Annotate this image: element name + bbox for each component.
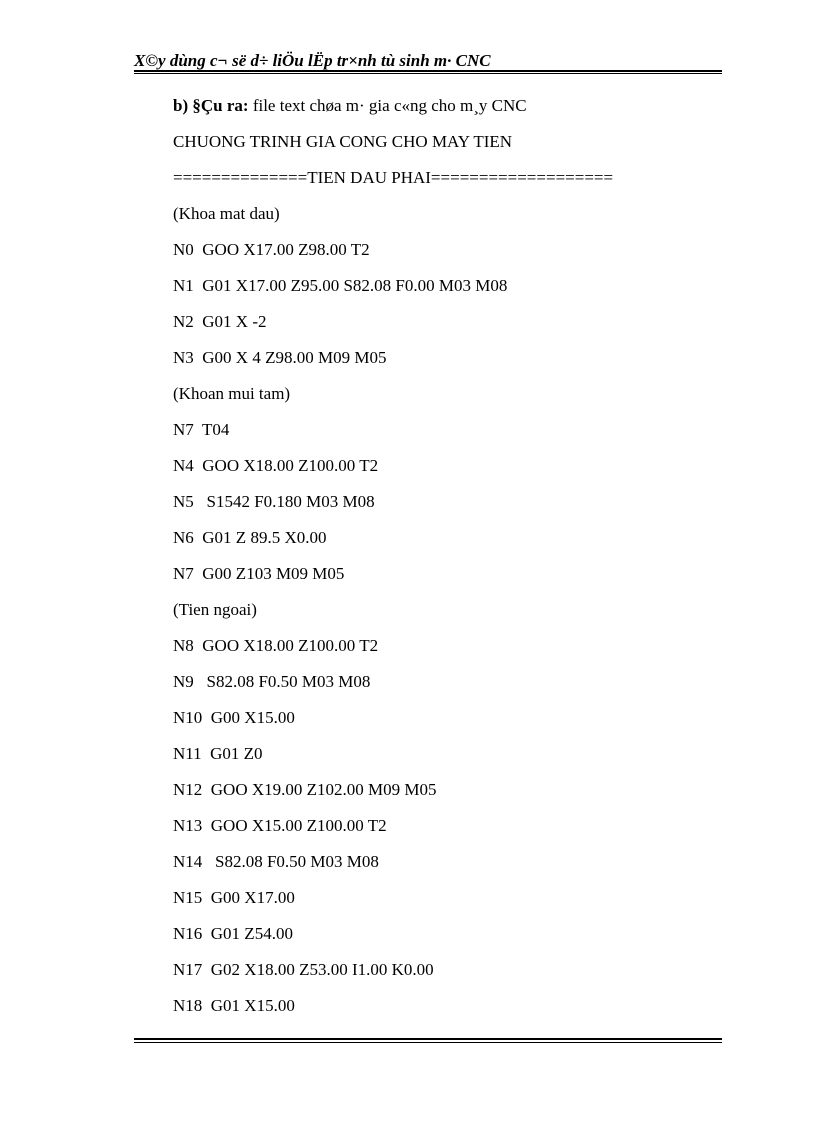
code-line: N13 GOO X15.00 Z100.00 T2 bbox=[173, 816, 387, 835]
code-line: (Khoa mat dau) bbox=[173, 204, 280, 223]
code-line: N16 G01 Z54.00 bbox=[173, 924, 293, 943]
code-line: N5 S1542 F0.180 M03 M08 bbox=[173, 492, 375, 511]
code-line: N9 S82.08 F0.50 M03 M08 bbox=[173, 672, 371, 691]
code-line: N3 G00 X 4 Z98.00 M09 M05 bbox=[173, 348, 387, 367]
code-line: N0 GOO X17.00 Z98.00 T2 bbox=[173, 240, 370, 259]
code-line: ==============TIEN DAU PHAI=================== bbox=[173, 168, 614, 187]
code-line: N10 G00 X15.00 bbox=[173, 708, 295, 727]
code-line: N4 GOO X18.00 Z100.00 T2 bbox=[173, 456, 379, 475]
code-line: N15 G00 X17.00 bbox=[173, 888, 295, 907]
code-line: N7 T04 bbox=[173, 420, 230, 439]
code-line: N7 G00 Z103 M09 M05 bbox=[173, 564, 345, 583]
page-header-title: X©y dùng c¬ së d÷ liÖu lËp tr×nh tù sinh m· CNC bbox=[134, 51, 491, 70]
code-line: N6 G01 Z 89.5 X0.00 bbox=[173, 528, 327, 547]
section-description: file text chøa m· gia c«ng cho m¸y CNC bbox=[248, 96, 527, 115]
code-line: N2 G01 X -2 bbox=[173, 312, 267, 331]
header-divider bbox=[134, 70, 722, 74]
code-line: N14 S82.08 F0.50 M03 M08 bbox=[173, 852, 379, 871]
code-line: N17 G02 X18.00 Z53.00 I1.00 K0.00 bbox=[173, 960, 434, 979]
code-line: N1 G01 X17.00 Z95.00 S82.08 F0.00 M03 M08 bbox=[173, 276, 508, 295]
footer-divider bbox=[134, 1038, 722, 1043]
section-label: b) §Çu ra: bbox=[173, 96, 249, 115]
code-line: N11 G01 Z0 bbox=[173, 744, 263, 763]
code-line: N18 G01 X15.00 bbox=[173, 996, 295, 1015]
code-line: N8 GOO X18.00 Z100.00 T2 bbox=[173, 636, 379, 655]
section-heading bbox=[173, 92, 733, 128]
code-line: (Tien ngoai) bbox=[173, 600, 257, 619]
code-line: (Khoan mui tam) bbox=[173, 384, 291, 403]
document-body bbox=[173, 92, 733, 1028]
code-line: N12 GOO X19.00 Z102.00 M09 M05 bbox=[173, 780, 437, 799]
code-line: CHUONG TRINH GIA CONG CHO MAY TIEN bbox=[173, 132, 513, 151]
